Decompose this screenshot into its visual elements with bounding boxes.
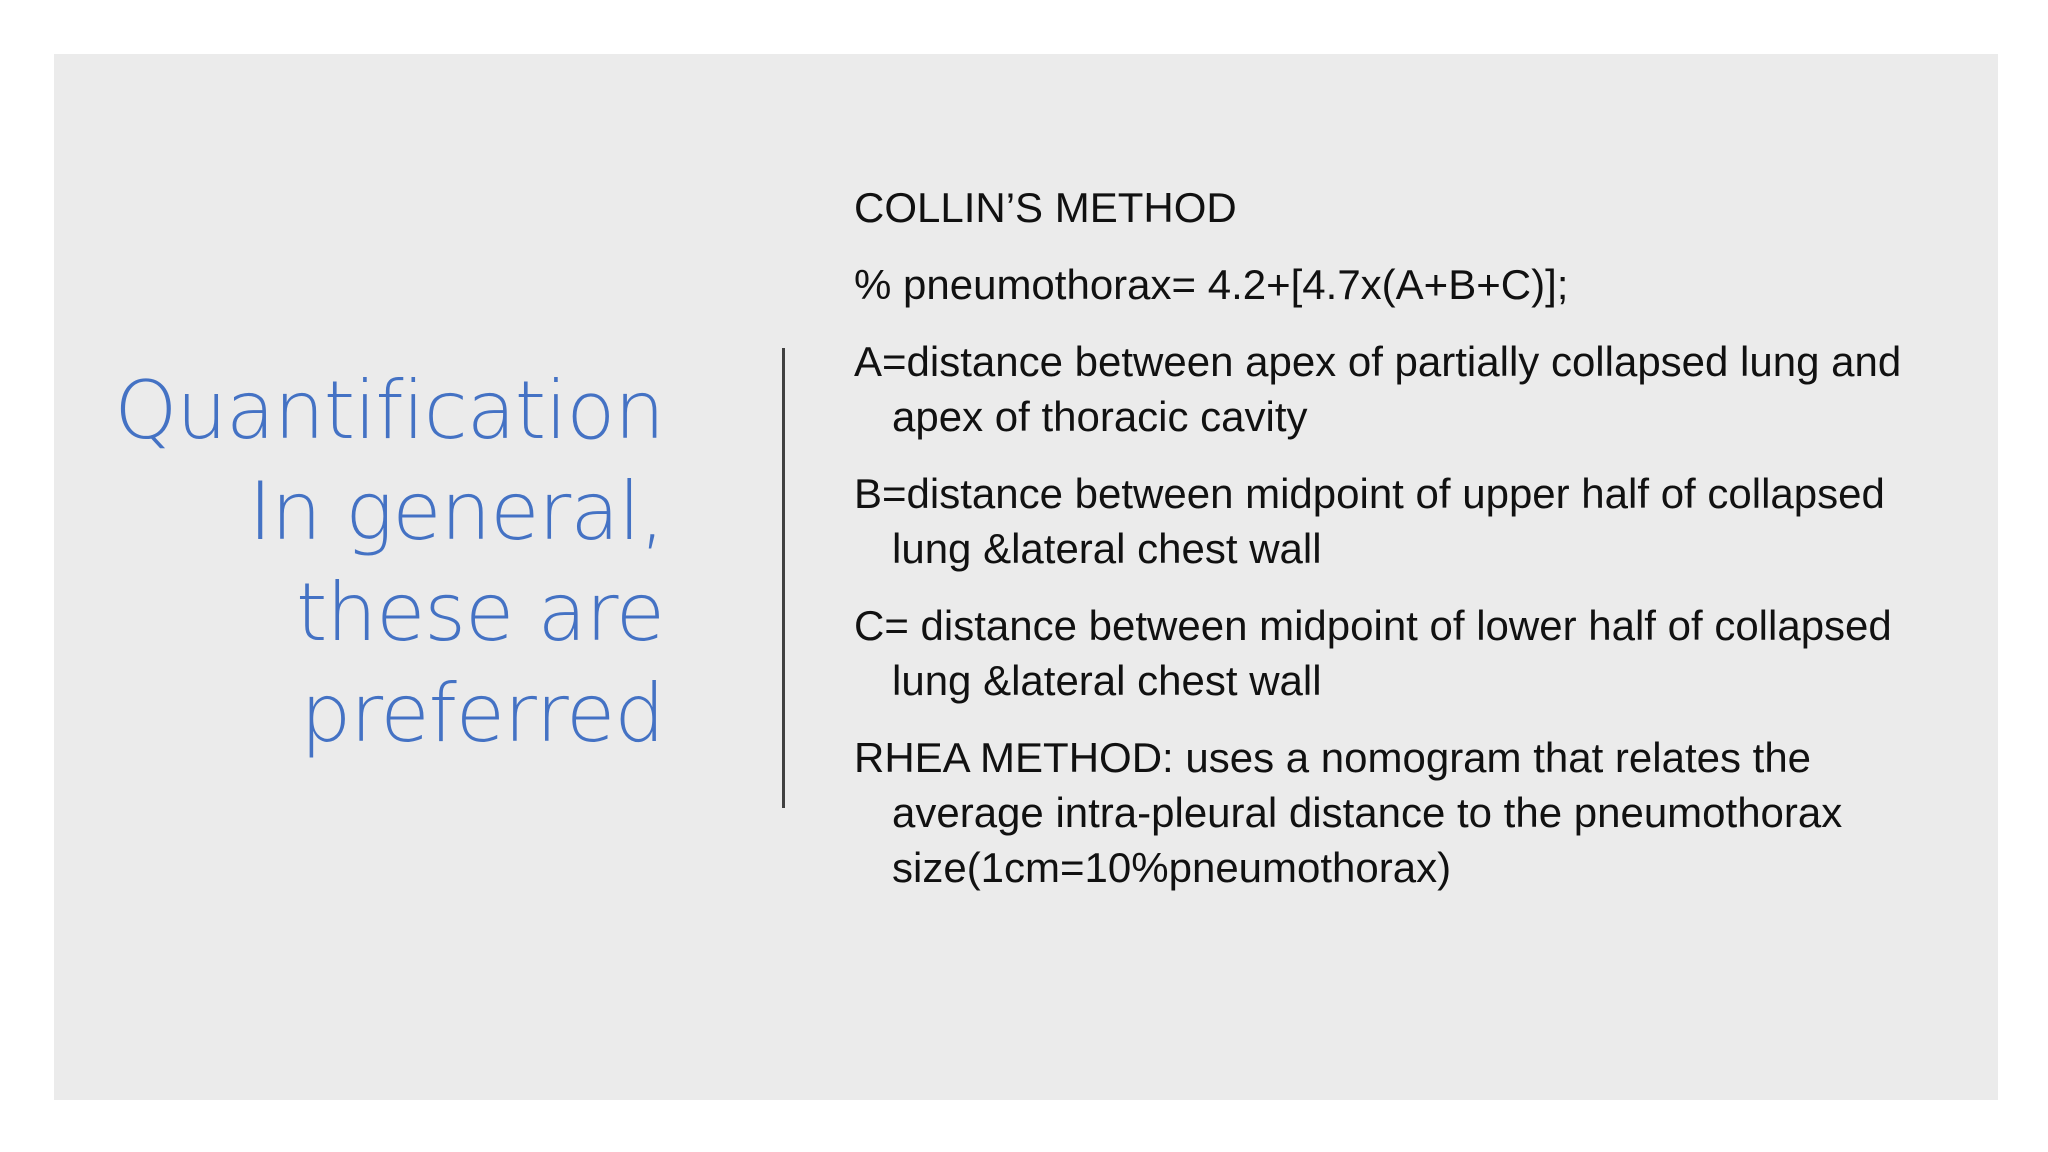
definition-b: B=distance between midpoint of upper half of collapsed lung &lateral chest wall xyxy=(854,470,1885,572)
vertical-divider xyxy=(782,348,785,808)
title-line: In general, xyxy=(248,465,664,558)
slide-body xyxy=(854,180,1974,917)
title-line: preferred xyxy=(300,667,664,760)
rhea-method: RHEA METHOD: uses a nomogram that relates the average intra-pleural distance to the pneumothorax size(1cm=10%pneumothorax) xyxy=(854,734,1843,891)
definition-c: C= distance between midpoint of lower half of collapsed lung &lateral chest wall xyxy=(854,602,1892,704)
definition-a: A=distance between apex of partially collapsed lung and apex of thoracic cavity xyxy=(854,338,1902,440)
title-line: these are xyxy=(296,566,664,659)
slide-title xyxy=(64,360,664,764)
heading-collins-method: COLLIN’S METHOD xyxy=(854,184,1237,231)
slide xyxy=(54,54,1998,1100)
formula: % pneumothorax= 4.2+[4.7x(A+B+C)]; xyxy=(854,261,1569,308)
title-line: Quantification xyxy=(114,364,664,457)
